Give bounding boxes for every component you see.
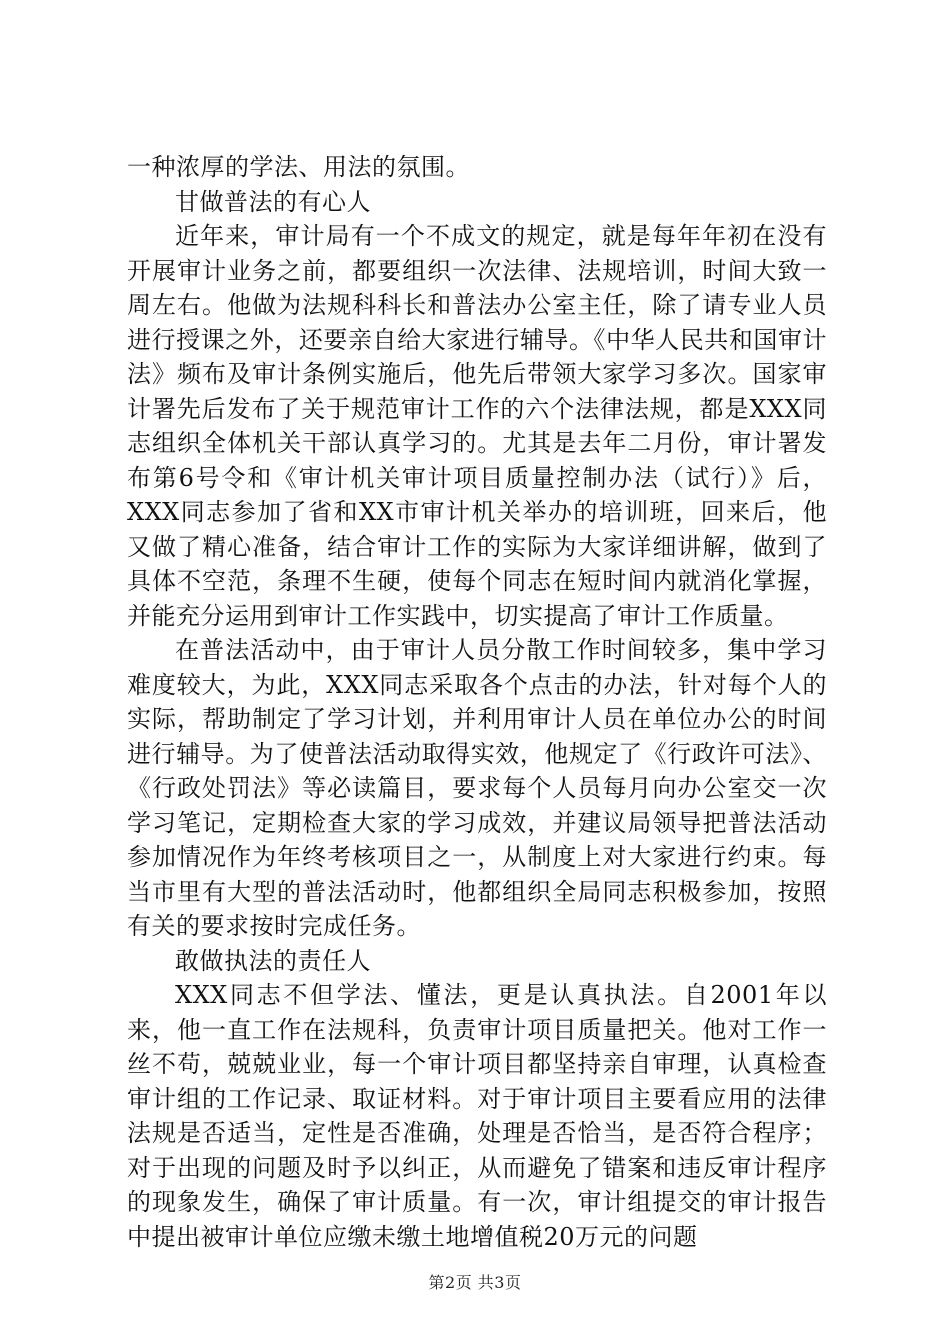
page-number-label: 第2页 共3页 (428, 1273, 522, 1292)
page-footer (0, 1270, 950, 1293)
paragraph: 近年来，审计局有一个不成文的规定，就是每年年初在没有开展审计业务之前，都要组织一次法律、法规培训，时间大致一周左右。他做为法规科科长和普法办公室主任，除了请专业人员进行授课之外，还要亲自给大家进行辅导。《中华人民共和国审计法》频布及审计条例实施后，他先后带领大家学习多次。国家审计署先后发布了关于规范审计工作的六个法律法规，都是XXX同志组织全体机关干部认真学习的。尤其是去年二月份，审计署发布第6号令和《审计机关审计项目质量控制办法（试行）》后，XXX同志参加了省和XX市审计机关举办的培训班，回来后，他又做了精心准备，结合审计工作的实际为大家详细讲解，做到了具体不空范，条理不生硬，使每个同志在短时间内就消化掌握，并能充分运用到审计工作实践中，切实提高了审计工作质量。 (127, 222, 827, 630)
paragraph: 在普法活动中，由于审计人员分散工作时间较多，集中学习难度较大，为此，XXX同志采取各个点击的办法，针对每个人的实际，帮助制定了学习计划，并利用审计人员在单位办公的时间进行辅导。为了使普法活动取得实效，他规定了《行政许可法》、《行政处罚法》等必读篇目，要求每个人员每月向办公室交一次学习笔记，定期检查大家的学习成效，并建议局领导把普法活动参加情况作为年终考核项目之一，从制度上对大家进行约束。每当市里有大型的普法活动时，他都组织全局同志积极参加，按照有关的要求按时完成任务。 (127, 636, 827, 940)
paragraph-continuation: 一种浓厚的学法、用法的氛围。 (127, 153, 470, 181)
document-body (127, 150, 827, 1254)
section-heading: 甘做普法的有心人 (175, 187, 371, 216)
paragraph: XXX同志不但学法、懂法，更是认真执法。自2001年以来，他一直工作在法规科，负责审计项目质量把关。他对工作一丝不苟，兢兢业业，每一个审计项目都坚持亲自审理，认真检查审计组的工作记录、取证材料。对于审计项目主要看应用的法律法规是否适当，定性是否准确，处理是否恰当，是否符合程序；对于出现的问题及时予以纠正，从而避免了错案和违反审计程序的现象发生，确保了审计质量。有一次，审计组提交的审计报告中提出被审计单位应缴未缴土地增值税20万元的问题 (127, 981, 827, 1251)
section-heading: 敢做执法的责任人 (175, 946, 371, 975)
